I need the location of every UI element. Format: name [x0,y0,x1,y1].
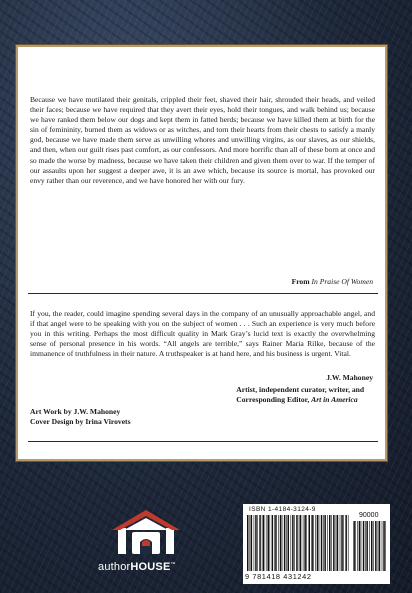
barcode-bar [317,515,319,571]
barcode-bar [383,521,385,571]
barcode-bar [319,515,320,571]
publisher-name-part1: author [98,561,131,573]
artwork-credit: Art Work by J.W. Mahoney [30,407,121,416]
barcode-bar [378,521,379,571]
barcode-bar [275,515,277,571]
barcode-bar [300,515,302,571]
barcode-bar [282,515,283,571]
price-code: 90000 [359,512,379,519]
barcode-bar [365,521,366,571]
barcode-bar [382,521,383,571]
publisher-name [98,561,176,573]
divider-top [28,293,378,294]
barcode-bar [286,515,287,571]
ean-barcode [247,515,349,571]
isbn-label: ISBN 1-4184-3124-9 [249,506,316,513]
barcode-area [243,504,390,584]
barcode-bar [361,521,362,571]
barcode-bar [274,515,275,571]
barcode-bar [359,521,361,571]
barcode-bar [294,515,295,571]
credits [30,407,131,427]
barcode-bar [357,521,358,571]
trademark: ™ [170,561,176,568]
barcode-bar [331,515,332,571]
barcode-bar [257,515,258,571]
barcode-bar [303,515,304,571]
barcode-bar [278,515,279,571]
reviewer-name: J.W. Mahoney [326,373,373,382]
barcode-bar [254,515,255,571]
barcode-bar [324,515,326,571]
barcode-bar [291,515,292,571]
barcode-bar [296,515,298,571]
barcode-bar [353,521,354,571]
barcode-bar [369,521,370,571]
from-label: From [291,277,310,286]
barcode-bar [329,515,331,571]
barcode-bar [340,515,341,571]
barcode-bar [263,515,265,571]
barcode-bar [255,515,257,571]
barcode-bar [373,521,374,571]
divider-bottom [28,441,378,442]
barcode-bar [311,515,312,571]
reviewer-title-prefix: Corresponding Editor, [236,395,310,405]
barcode-bar [292,515,294,571]
barcode-bar [309,515,311,571]
barcode-bar [270,515,271,571]
barcode-bar [247,515,249,571]
ean-digits: 9 781418 431242 [245,572,312,581]
barcode-bar [312,515,314,571]
barcode-bar [266,515,267,571]
barcode-bar [375,521,377,571]
barcode-bar [343,515,344,571]
barcode-bar [385,521,386,571]
barcode-bar [304,515,306,571]
excerpt-attribution [292,277,373,286]
price-addon-barcode [353,521,387,571]
barcode-bar [366,521,368,571]
barcode-bar [306,515,307,571]
barcode-bar [315,515,316,571]
barcode-bar [348,515,349,571]
barcode-bar [272,515,274,571]
back-cover-text-panel [16,45,387,461]
barcode-bar [280,515,282,571]
reviewer-signature [236,373,373,405]
barcode-bar [379,521,381,571]
barcode-bar [337,515,339,571]
barcode-bar [371,521,373,571]
barcode-bar [345,515,347,571]
barcode-bar [336,515,337,571]
barcode-bar [327,515,328,571]
publisher-name-part2: HOUSE [130,561,171,573]
barcode-bar [268,515,270,571]
barcode-bar [251,515,253,571]
excerpt-source: In Praise Of Women [311,277,373,286]
barcode-bar [323,515,324,571]
reviewer-publication: Art in America [311,395,358,405]
barcode-bar [321,515,323,571]
barcode-bar [288,515,290,571]
review-text: If you, the reader, could imagine spending several days in the company of an unusually approachable angel, and if that angel were to be speaking with you on the subject of women . . . Such an experience is very much before you in this writing. Perhaps the most difficult quality in Mark Gray’s lucid text is exactly the overwhelming sense of personal presence in his words. “All angels are terrible,” says Rainer Maria Rilke, because of the immanence of truthfulness in their nature. A truthspeaker is at hand here, and his business is urgent. Vital. [30,309,375,359]
barcode-bar [363,521,365,571]
barcode-bar [354,521,356,571]
barcode-bar [262,515,263,571]
reviewer-title: Artist, independent curator, writer, and [236,385,365,395]
barcode-bar [299,515,300,571]
cover-design-credit: Cover Design by Irina Virovets [30,417,131,426]
barcode-bar [333,515,335,571]
barcode-bar [341,515,343,571]
barcode-bar [284,515,286,571]
barcode-bar [259,515,261,571]
book-excerpt: Because we have mutilated their genitals, crippled their feet, shaved their hair, shrouded their heads, and veiled their faces; because we have required that they avert their eyes, hold their tongues, and walk behind us; because we have ranked them below our dogs and kept them in fatted herds; because we have killed them at birth for the sin of femininity, burned them as widows or as witches, and torn their hearts from their chests to satisfy a manly god, because we have made them serve as unwilling whores and unwilling virgins, as our slaves, as our shields, and then, when our guilt rises past comfort, as our confessors. And more horrific than all of these born at once and so made the worse by madness, because we have taken their children and given them over to war. If the temper of our assaults upon her suggest a deeper awe, it is an awe which, because its source is mortal, has provoked our envy rather than our reverence, and we have honored her with our fury. [30,95,375,185]
barcode-bar [250,515,251,571]
